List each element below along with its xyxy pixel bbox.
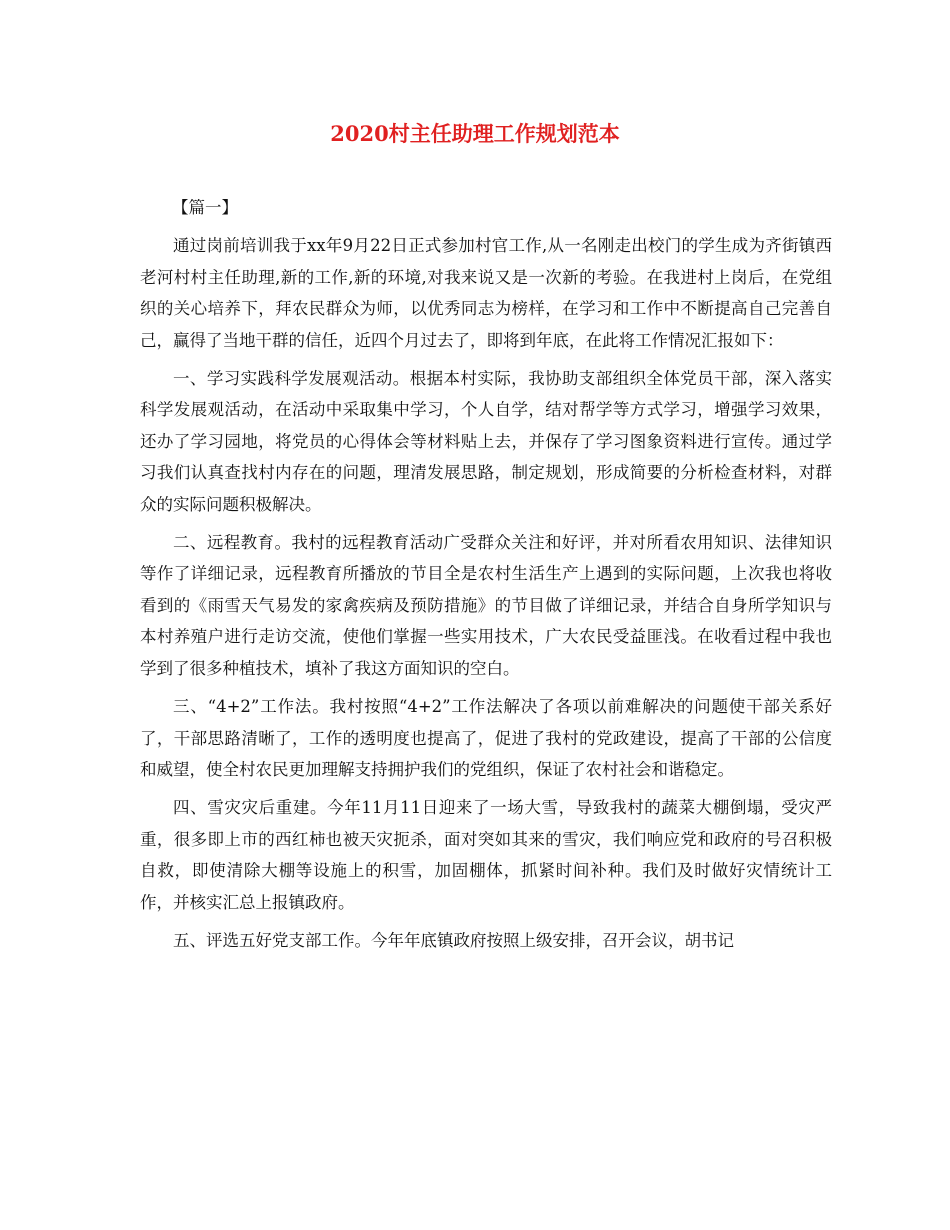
section-label: 【篇一】 bbox=[172, 198, 238, 217]
paragraph-item-5: 五、评选五好党支部工作。今年年底镇政府按照上级安排，召开会议，胡书记 bbox=[173, 930, 734, 950]
paragraph-item-4: 四、雪灾灾后重建。今年11月11日迎来了一场大雪，导致我村的蔬菜大棚倒塌，受灾严重，很多即上市的西红柿也被天灾扼杀，面对突如其来的雪灾，我们响应党和政府的号召积极自救，即使清除大棚等设施上的积雪，加固棚体，抓紧时间补种。我们及时做好灾情统计工作，并核实汇总上报镇政府。 bbox=[140, 798, 832, 912]
paragraph-item-3: 三、“4+2”工作法。我村按照“4+2”工作法解决了各项以前难解决的问题使干部关系好了，干部思路清晰了，工作的透明度也提高了，促进了我村的党政建设，提高了干部的公信度和威望，使全村农民更加理解支持拥护我们的党组织，保证了农村社会和谐稳定。 bbox=[140, 697, 832, 779]
paragraph-item-2: 二、远程教育。我村的远程教育活动广受群众关注和好评，并对所看农用知识、法律知识等作了详细记录，远程教育所播放的节目全是农村生活生产上遇到的实际问题，上次我也将收看到的《雨雪天气易发的家禽疾病及预防措施》的节目做了详细记录，并结合自身所学知识与本村养殖户进行走访交流，使他们掌握一些实用技术，广大农民受益匪浅。在收看过程中我也学到了很多种植技术，填补了我这方面知识的空白。 bbox=[140, 533, 832, 678]
paragraph-intro: 通过岗前培训我于xx年9月22日正式参加村官工作,从一名刚走出校门的学生成为齐街镇西老河村村主任助理,新的工作,新的环境,对我来说又是一次新的考验。在我进村上岗后，在党组织的关心培养下，拜农民群众为师，以优秀同志为榜样，在学习和工作中不断提高自己完善自己，赢得了当地干群的信任，近四个月过去了，即将到年底，在此将工作情况汇报如下： bbox=[140, 236, 832, 350]
paragraph-item-1: 一、学习实践科学发展观活动。根据本村实际，我协助支部组织全体党员干部，深入落实科学发展观活动，在活动中采取集中学习，个人自学，结对帮学等方式学习，增强学习效果，还办了学习园地，将党员的心得体会等材料贴上去，并保存了学习图象资料进行宣传。通过学习我们认真查找村内存在的问题，理清发展思路，制定规划，形成简要的分析检查材料，对群众的实际问题积极解决。 bbox=[140, 369, 832, 514]
document-title: 2020村主任助理工作规划范本 bbox=[330, 121, 620, 146]
document-body bbox=[140, 192, 832, 963]
